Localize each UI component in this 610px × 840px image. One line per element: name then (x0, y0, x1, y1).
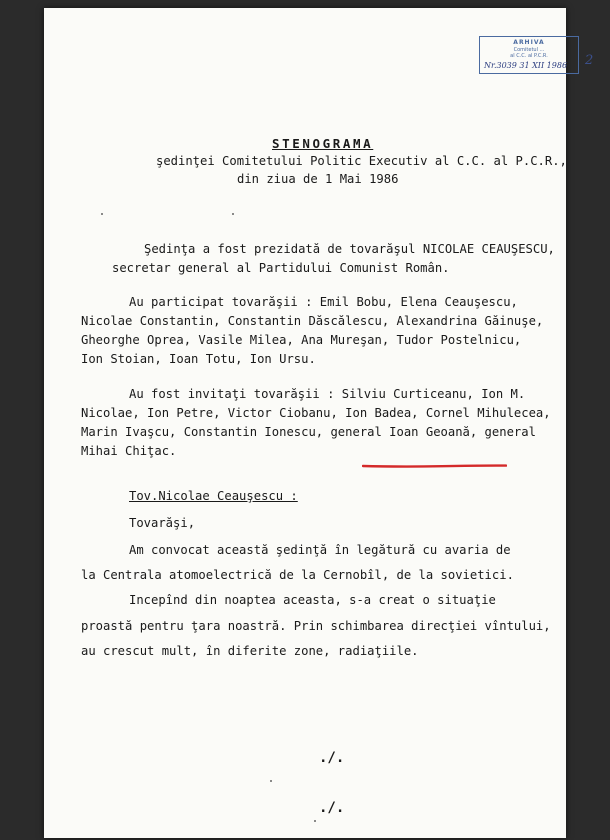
paragraph-3-line-3: Marin Ivaşcu, Constantin Ionescu, general Ioan Geoană, general (81, 425, 536, 439)
speech-line-3: la Centrala atomoelectrică de la Cernobîl, de la sovietici. (81, 568, 514, 582)
speaker-label: Tov.Nicolae Ceauşescu : (129, 489, 298, 503)
stamp-line-1: ARHIVA (513, 39, 545, 46)
continuation-mark-1: ./. (319, 750, 345, 766)
page-number: 2 (585, 53, 594, 68)
continuation-mark-2: ./. (319, 800, 345, 816)
archive-stamp (479, 36, 579, 74)
stamp-line-4: Nr.3039 31 XII 1986 (484, 61, 568, 70)
paragraph-2-line-4: Ion Stoian, Ioan Totu, Ion Ursu. (81, 352, 316, 366)
speech-line-6: au crescut mult, în diferite zone, radiaţiile. (81, 644, 419, 658)
speech-line-4: Incepînd din noaptea aceasta, s-a creat o situaţie (129, 593, 496, 607)
document-page (44, 8, 594, 838)
scan-speck (101, 213, 103, 215)
stamp-line-3: al C.C. al P.C.R. (510, 53, 548, 59)
document-subtitle-line-2: din ziua de 1 Mai 1986 (237, 172, 399, 186)
paragraph-2-line-3: Gheorghe Oprea, Vasile Milea, Ana Mureşan, Tudor Postelnicu, (81, 333, 522, 347)
paragraph-1-line-1: Şedinţa a fost prezidată de tovarăşul NICOLAE CEAUŞESCU, (144, 242, 555, 256)
paragraph-3-line-2: Nicolae, Ion Petre, Victor Ciobanu, Ion Badea, Cornel Mihulecea, (81, 406, 551, 420)
paragraph-2-line-1: Au participat tovarăşii : Emil Bobu, Elena Ceauşescu, (129, 295, 518, 309)
scan-speck (314, 820, 316, 822)
speech-line-5: proastă pentru ţara noastră. Prin schimbarea direcţiei vîntului, (81, 619, 551, 633)
scan-speck (270, 780, 272, 782)
document-title: STENOGRAMA (272, 136, 374, 151)
document-subtitle-line-1: şedinţei Comitetului Politic Executiv al C.C. al P.C.R., (156, 154, 567, 168)
paragraph-2-line-2: Nicolae Constantin, Constantin Dăscălescu, Alexandrina Găinuşe, (81, 314, 544, 328)
scan-speck (232, 213, 234, 215)
speech-line-2: Am convocat această şedinţă în legătură cu avaria de (129, 543, 511, 557)
paragraph-1-line-2: secretar general al Partidului Comunist Român. (112, 261, 450, 275)
stamp-line-2: Comitetul ... (513, 47, 545, 53)
red-hand-underline (362, 464, 507, 468)
paragraph-3-line-1: Au fost invitaţi tovarăşii : Silviu Curticeanu, Ion M. (129, 387, 526, 401)
paragraph-3-line-4: Mihai Chiţac. (81, 444, 177, 458)
speech-line-1: Tovarăşi, (129, 516, 196, 530)
